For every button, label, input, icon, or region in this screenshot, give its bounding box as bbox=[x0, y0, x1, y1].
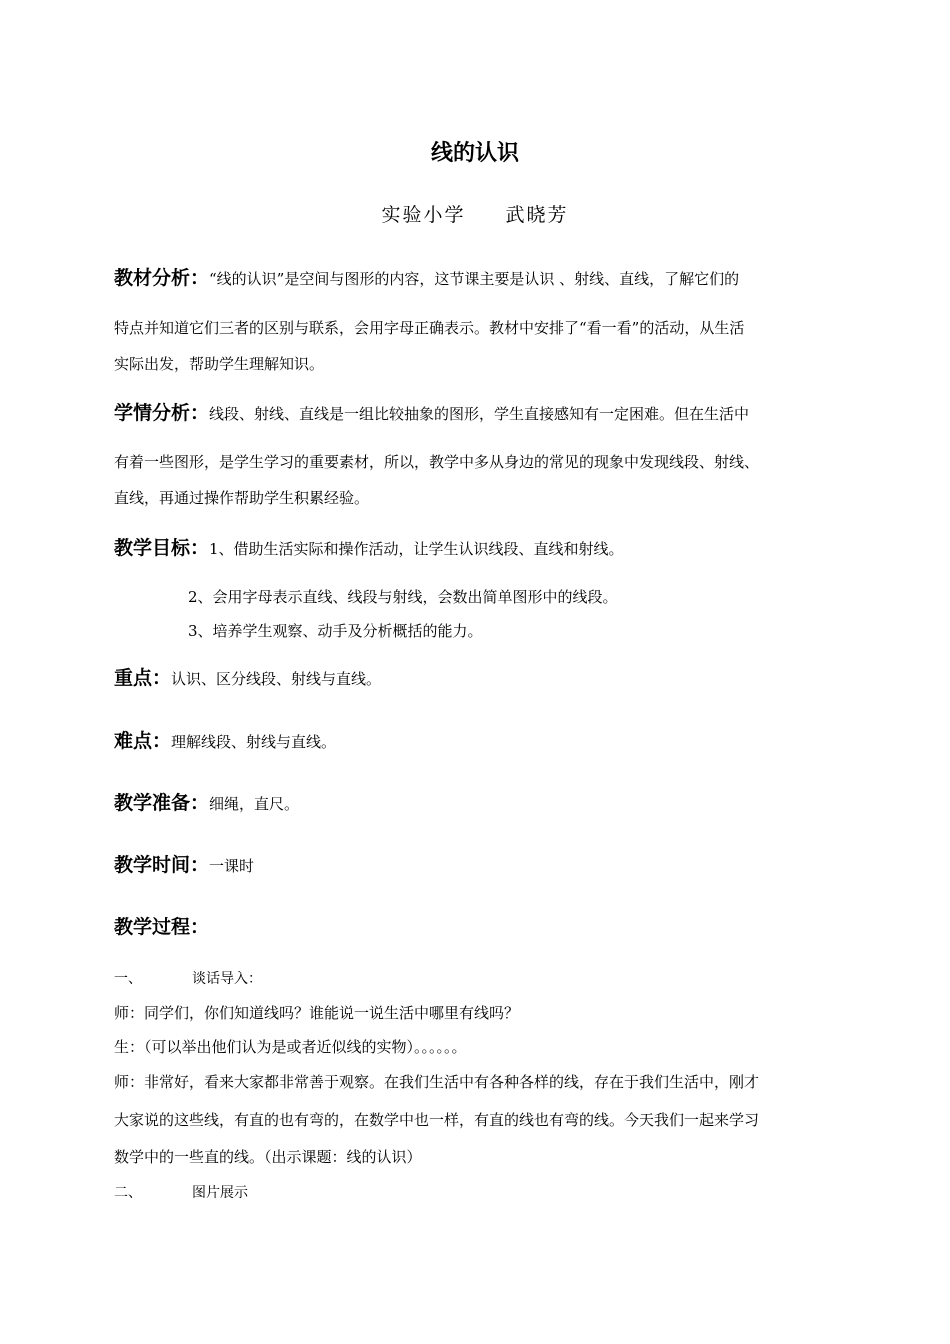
section-zhongdian bbox=[114, 668, 381, 689]
step-number: 二、 bbox=[114, 1185, 142, 1201]
step-title: 谈话导入： bbox=[192, 971, 262, 987]
page-title: 线的认识 bbox=[430, 141, 519, 166]
section-heading: 教学时间： bbox=[114, 854, 210, 876]
section-heading: 难点： bbox=[114, 730, 172, 752]
section-heading: 教材分析： bbox=[114, 267, 210, 289]
goal-item: 1、借助生活实际和操作活动，让学生认识线段、直线和射线。 bbox=[209, 540, 624, 558]
section-shijian bbox=[114, 855, 254, 876]
section-heading: 教学准备： bbox=[114, 792, 210, 814]
section-heading: 重点： bbox=[114, 667, 172, 689]
paragraph-line: 直线，再通过操作帮助学生积累经验。 bbox=[114, 489, 370, 507]
section-text: 认识、区分线段、射线与直线。 bbox=[171, 670, 382, 688]
process-step-1 bbox=[114, 968, 262, 988]
step-number: 一、 bbox=[114, 971, 142, 987]
section-jiaocai bbox=[114, 268, 739, 289]
dialogue-line: 大家说的这些线，有直的也有弯的，在数学中也一样，有直的线也有弯的线。今天我们一起来学习 bbox=[114, 1111, 760, 1129]
page-subtitle bbox=[0, 200, 950, 227]
section-zhunbei bbox=[114, 793, 299, 814]
section-guocheng bbox=[114, 917, 209, 938]
process-step-2 bbox=[114, 1182, 248, 1202]
section-text: 细绳，直尺。 bbox=[209, 795, 300, 813]
paragraph-line: 特点并知道它们三者的区别与联系，会用字母正确表示。教材中安排了“看一看”的活动，从生活 bbox=[114, 319, 745, 337]
section-heading: 教学过程： bbox=[114, 916, 210, 938]
dialogue-line: 数学中的一些直的线。（出示课题：线的认识） bbox=[114, 1148, 422, 1166]
paragraph-text: 线段、射线、直线是一组比较抽象的图形，学生直接感知有一定困难。但在生活中 bbox=[209, 405, 750, 423]
paragraph-text: “线的认识”是空间与图形的内容，这节课主要是认识 、射线、直线，了解它们的 bbox=[209, 270, 740, 288]
step-title: 图片展示 bbox=[192, 1185, 248, 1201]
section-heading: 教学目标： bbox=[114, 537, 210, 559]
goal-item: 2、会用字母表示直线、线段与射线，会数出简单图形中的线段。 bbox=[188, 588, 618, 606]
section-text: 一课时 bbox=[209, 857, 255, 875]
section-xueqing bbox=[114, 403, 749, 424]
dialogue-line: 生：（可以举出他们认为是或者近似线的实物）。。。。。。 bbox=[114, 1038, 467, 1056]
author-name: 武晓芳 bbox=[505, 204, 569, 226]
goal-item: 3、培养学生观察、动手及分析概括的能力。 bbox=[188, 622, 483, 640]
section-nandian bbox=[114, 731, 336, 752]
paragraph-line: 实际出发，帮助学生理解知识。 bbox=[114, 355, 325, 373]
dialogue-line: 师：非常好，看来大家都非常善于观察。在我们生活中有各种各样的线，存在于我们生活中，刚才 bbox=[114, 1073, 760, 1091]
dialogue-line: 师：同学们，你们知道线吗？谁能说一说生活中哪里有线吗？ bbox=[114, 1004, 520, 1022]
school-name: 实验小学 bbox=[381, 204, 466, 226]
section-heading: 学情分析： bbox=[114, 402, 210, 424]
paragraph-line: 有着一些图形，是学生学习的重要素材，所以，教学中多从身边的常见的现象中发现线段、射线、 bbox=[114, 453, 760, 471]
section-mubiao bbox=[114, 538, 624, 559]
section-text: 理解线段、射线与直线。 bbox=[171, 733, 337, 751]
